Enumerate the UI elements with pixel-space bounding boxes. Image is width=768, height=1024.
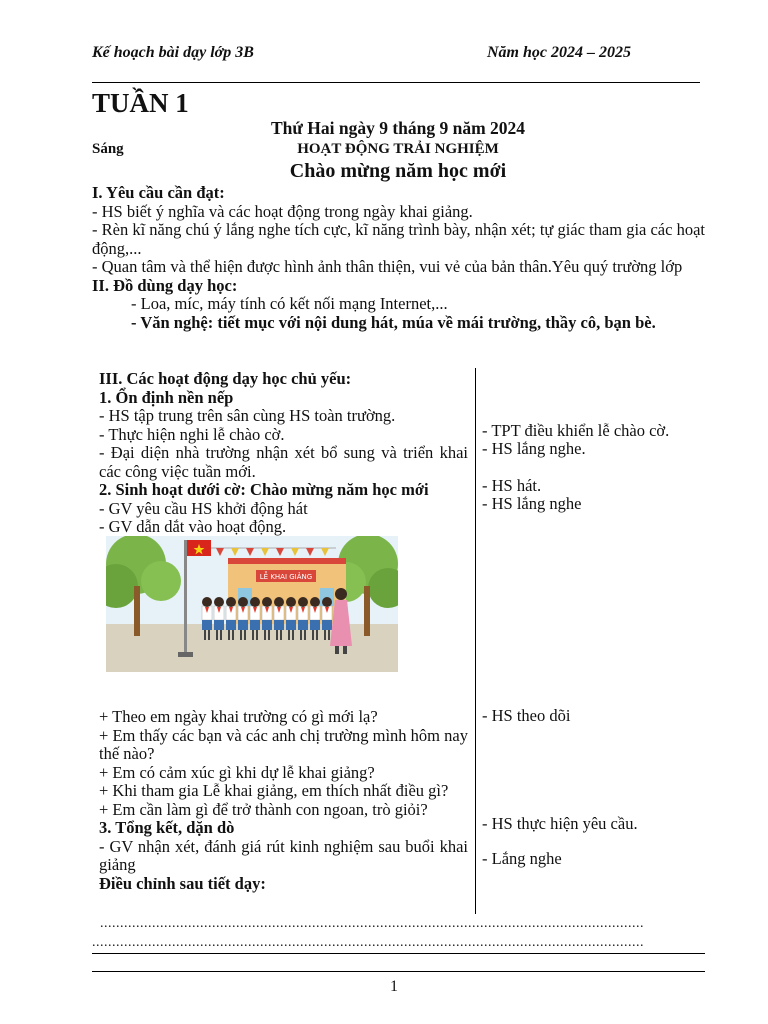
- session-label: Sáng: [92, 141, 124, 157]
- right-col-item: - HS hát.: [482, 476, 542, 495]
- right-col-item: - Lắng nghe: [482, 849, 562, 868]
- question: + Theo em ngày khai trường có gì mới lạ?: [99, 707, 378, 726]
- right-col-item: - HS theo dõi: [482, 706, 571, 725]
- activities-left-bottom: [99, 708, 468, 893]
- part-3-item: - GV nhận xét, đánh giá rút kinh nghiệm sau buổi khai giảng: [99, 836, 468, 874]
- header-left: Kế hoạch bài dạy lớp 3B: [92, 44, 254, 61]
- part-2-item: - GV yêu cầu HS khởi động hát: [99, 498, 308, 518]
- lesson-title: Chào mừng năm học mới: [289, 160, 507, 182]
- part-2-item: - GV dẫn dắt vào hoạt động.: [99, 517, 287, 536]
- activities-left-top: [99, 370, 468, 537]
- week-title: TUẦN 1: [92, 88, 189, 118]
- section-2-heading: II. Đồ dùng dạy học:: [92, 275, 238, 295]
- section-2-item: - Loa, míc, máy tính có kết nối mạng Internet,...: [131, 294, 448, 313]
- section-2-item: - Văn nghệ: tiết mục với nội dung hát, múa về mái trường, thầy cô, bạn bè.: [131, 312, 656, 332]
- banner-text: LỄ KHAI GIẢNG: [259, 573, 313, 581]
- adjust-heading: Điều chỉnh sau tiết dạy:: [99, 873, 266, 893]
- subject-title: HOẠT ĐỘNG TRẢI NGHIỆM: [297, 141, 499, 157]
- header-right: Năm học 2024 – 2025: [487, 44, 631, 61]
- question: + Em cần làm gì để trở thành con ngoan, trò giỏi?: [99, 799, 428, 819]
- section-3-heading: III. Các hoạt động dạy học chủ yếu:: [99, 369, 352, 388]
- page-number: 1: [390, 978, 398, 995]
- dotted-line: ........................................................................................................................................: [100, 916, 644, 931]
- part-1-item: - Đại diện nhà trường nhận xét bổ sung và triển khai các công việc tuần mới.: [99, 443, 468, 481]
- table-column-divider: [475, 368, 476, 914]
- question: + Em có cảm xúc gì khi dự lễ khai giảng?: [99, 762, 375, 782]
- part-1-item: - HS tập trung trên sân cùng HS toàn trường.: [99, 406, 396, 425]
- section-1-item: - HS biết ý nghĩa và các hoạt động trong ngày khai giảng.: [92, 201, 473, 221]
- question: + Em thấy các bạn và các anh chị trường mình hôm nay thế nào?: [99, 725, 468, 763]
- part-3-heading: 3. Tổng kết, dặn dò: [99, 818, 235, 837]
- school-opening-illustration: [106, 536, 398, 672]
- lesson-date: Thứ Hai ngày 9 tháng 9 năm 2024: [270, 118, 526, 138]
- section-1-item: - Rèn kĩ năng chú ý lắng nghe tích cực, kĩ năng trình bày, nhận xét; tự giác tham gia các hoạt động,...: [92, 220, 705, 258]
- right-col-item: - HS thực hiện yêu cầu.: [482, 814, 638, 833]
- dotted-line: ..........................................................................................................................................: [92, 935, 644, 950]
- section-1-item: - Quan tâm và thể hiện được hình ảnh thân thiện, vui vẻ của bản thân.Yêu quý trường lớp: [92, 257, 683, 276]
- part-1-item: - Thực hiện nghi lễ chào cờ.: [99, 424, 285, 444]
- question: + Khi tham gia Lễ khai giảng, em thích nhất điều gì?: [99, 781, 449, 800]
- part-2-heading: 2. Sinh hoạt dưới cờ: Chào mừng năm học mới: [99, 480, 429, 499]
- footer-rule: [92, 971, 705, 972]
- right-col-item: - HS lắng nghe: [482, 494, 582, 513]
- section-1-heading: I. Yêu cầu cần đạt:: [92, 183, 225, 202]
- footer-rule: [92, 953, 705, 954]
- part-1-heading: 1. Ổn định nền nếp: [99, 387, 234, 407]
- header-divider: [92, 82, 700, 83]
- section-1: [92, 184, 705, 332]
- right-col-item: - HS lắng nghe.: [482, 439, 586, 458]
- right-col-item: - TPT điều khiển lễ chào cờ.: [482, 421, 670, 440]
